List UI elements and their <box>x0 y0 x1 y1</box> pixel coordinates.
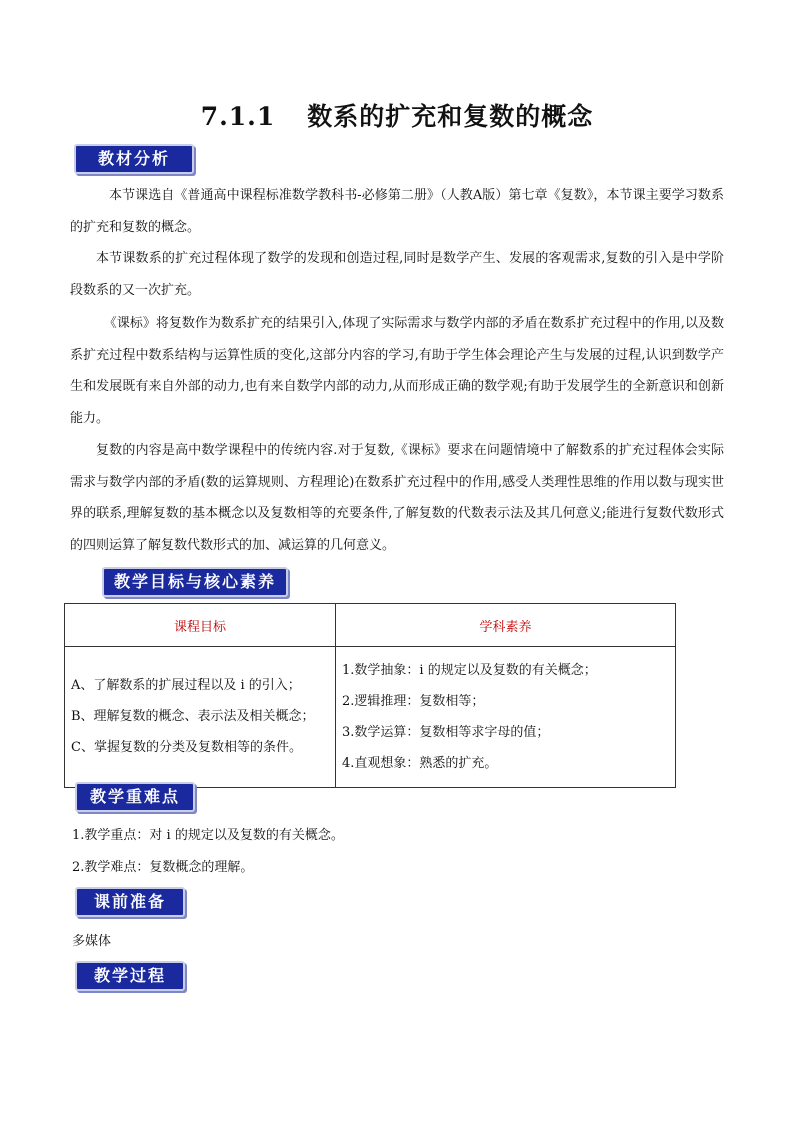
analysis-paragraph-1: 本节课选自《普通高中课程标准数学教科书-必修第二册》（人教A版）第七章《复数》，本节课主要学习数系的扩充和复数的概念。 <box>70 188 724 235</box>
literacy-cell <box>336 647 676 788</box>
goals-table <box>64 603 676 788</box>
keypoint-item: 2.教学难点：复数概念的理解。 <box>72 860 254 875</box>
keypoint-item: 1.教学重点：对 i 的规定以及复数的有关概念。 <box>72 828 344 843</box>
analysis-paragraph-4: 复数的内容是高中数学课程中的传统内容.对于复数,《课标》要求在问题情境中了解数系的扩充过程体会实际需求与数学内部的矛盾(数的运算规则、方程理论)在数系扩充过程中的作用,感受人类理性思维的作用以数与现实世界的联系,理解复数的基本概念以及复数相等的充要条件,了解复数的代数表示法及其几何意义;能进行复数代数形式的四则运算了解复数代数形式的加、减运算的几何意义。 <box>70 443 724 553</box>
course-goals-cell <box>65 647 336 788</box>
section-badge-process: 教学过程 <box>75 961 185 991</box>
section-badge-goals: 教学目标与核心素养 <box>102 567 288 597</box>
section-badge-analysis: 教材分析 <box>74 144 194 174</box>
prep-text: 多媒体 <box>72 934 112 949</box>
literacy-item: 2.逻辑推理：复数相等； <box>342 694 485 709</box>
course-goal-item: C、掌握复数的分类及复数相等的条件。 <box>71 739 302 755</box>
header-literacy: 学科素养 <box>336 604 676 647</box>
page-title <box>0 97 794 133</box>
section-badge-keypoints: 教学重难点 <box>75 782 195 812</box>
title-text: 数系的扩充和复数的概念 <box>307 102 594 131</box>
course-goal-item: A、了解数系的扩展过程以及 i 的引入； <box>71 677 301 693</box>
literacy-item: 3.数学运算：复数相等求字母的值； <box>342 725 550 740</box>
analysis-paragraph-3: 《课标》将复数作为数系扩充的结果引入,体现了实际需求与数学内部的矛盾在数系扩充过程中的作用,以及数系扩充过程中数系结构与运算性质的变化,这部分内容的学习,有助于学生体会理论产生与发展的过程,认识到数学产生和发展既有来自外部的动力,也有来自数学内部的动力,从而形成正确的数学观;有助于发展学生的全新意识和创新能力。 <box>70 316 724 426</box>
analysis-paragraph-2: 本节课数系的扩充过程体现了数学的发现和创造过程,同时是数学产生、发展的客观需求,复数的引入是中学阶段数系的又一次扩充。 <box>70 251 724 298</box>
section-badge-prep: 课前准备 <box>75 887 185 917</box>
literacy-item: 4.直观想象：熟悉的扩充。 <box>342 756 498 771</box>
section-number: 7.1.1 <box>200 102 276 131</box>
goals-table-row <box>65 647 676 788</box>
goals-table-header-row <box>65 604 676 647</box>
header-course-goals: 课程目标 <box>65 604 336 647</box>
literacy-item: 1.数学抽象：i 的规定以及复数的有关概念； <box>342 663 597 678</box>
course-goal-item: B、理解复数的概念、表示法及相关概念； <box>71 708 315 724</box>
